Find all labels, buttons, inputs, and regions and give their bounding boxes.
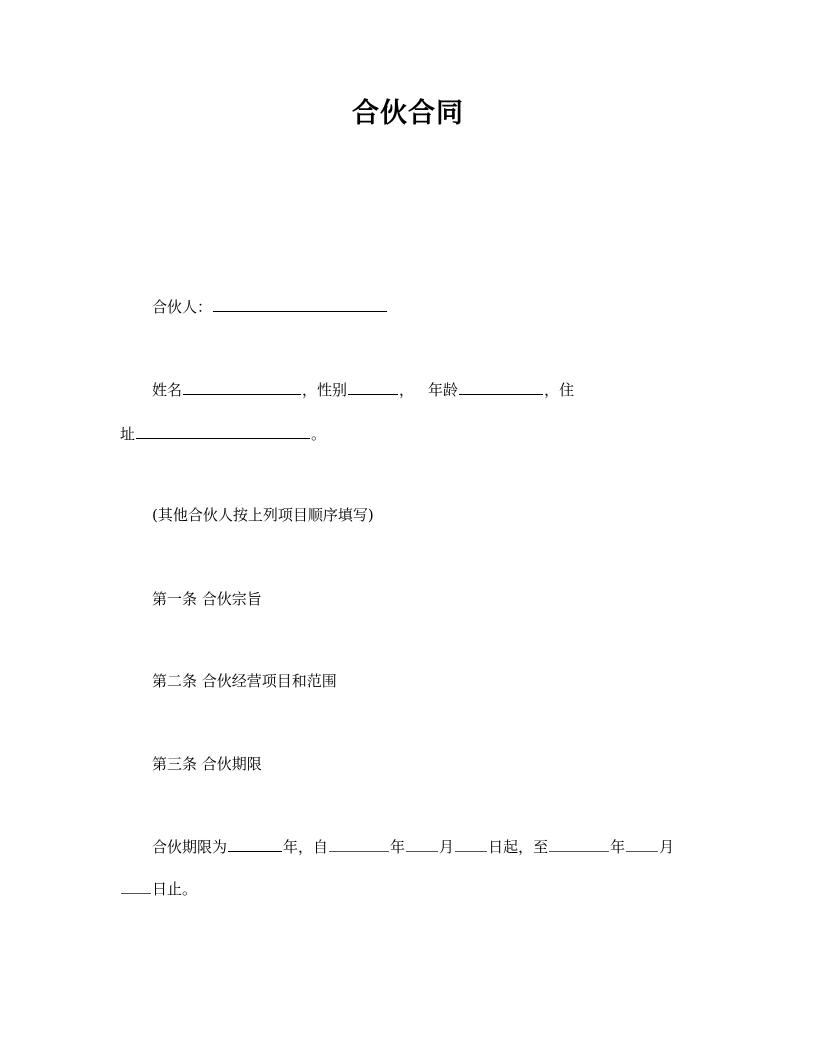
article-2-heading: 第二条 合伙经营项目和范围 [152,672,337,690]
term-line-continued [120,879,197,899]
start-year-blank[interactable] [329,837,389,852]
others-note: (其他合伙人按上列项目顺序填写) [152,506,374,524]
end-month-blank[interactable] [626,837,658,852]
end-day-label: 日止。 [152,880,198,898]
page-title: 合伙合同 [352,98,464,129]
gender-blank[interactable] [348,380,398,395]
partner-label: 合伙人： [152,298,213,316]
address-label-end: 址 [120,425,136,443]
article-1-heading: 第一条 合伙宗旨 [152,590,262,608]
term-year-label: 年，自 [283,838,329,856]
age-blank[interactable] [459,380,543,395]
article-3-heading: 第三条 合伙期限 [152,755,262,773]
start-day-label: 日起，至 [488,838,549,856]
address-label-start: ，住 [544,381,575,399]
name-label: 姓名 [152,381,183,399]
address-line [120,424,326,444]
address-blank[interactable] [136,424,310,439]
end-day-blank[interactable] [121,879,151,894]
start-year-label: 年 [390,838,406,856]
age-label: 年龄 [428,381,459,399]
term-length-blank[interactable] [228,837,282,852]
end-month-label: 月 [659,838,675,856]
end-year-blank[interactable] [549,837,609,852]
start-month-label: 月 [439,838,455,856]
name-gender-age-line [152,380,574,400]
term-line [152,837,674,857]
term-prefix: 合伙期限为 [152,838,228,856]
partner-line [152,297,388,317]
name-blank[interactable] [183,380,301,395]
start-day-blank[interactable] [455,837,487,852]
address-period: 。 [311,425,327,443]
gender-label: ，性别 [302,381,348,399]
end-year-label: 年 [610,838,626,856]
partner-blank[interactable] [213,297,387,312]
start-month-blank[interactable] [406,837,438,852]
comma-separator: ， [399,381,415,399]
